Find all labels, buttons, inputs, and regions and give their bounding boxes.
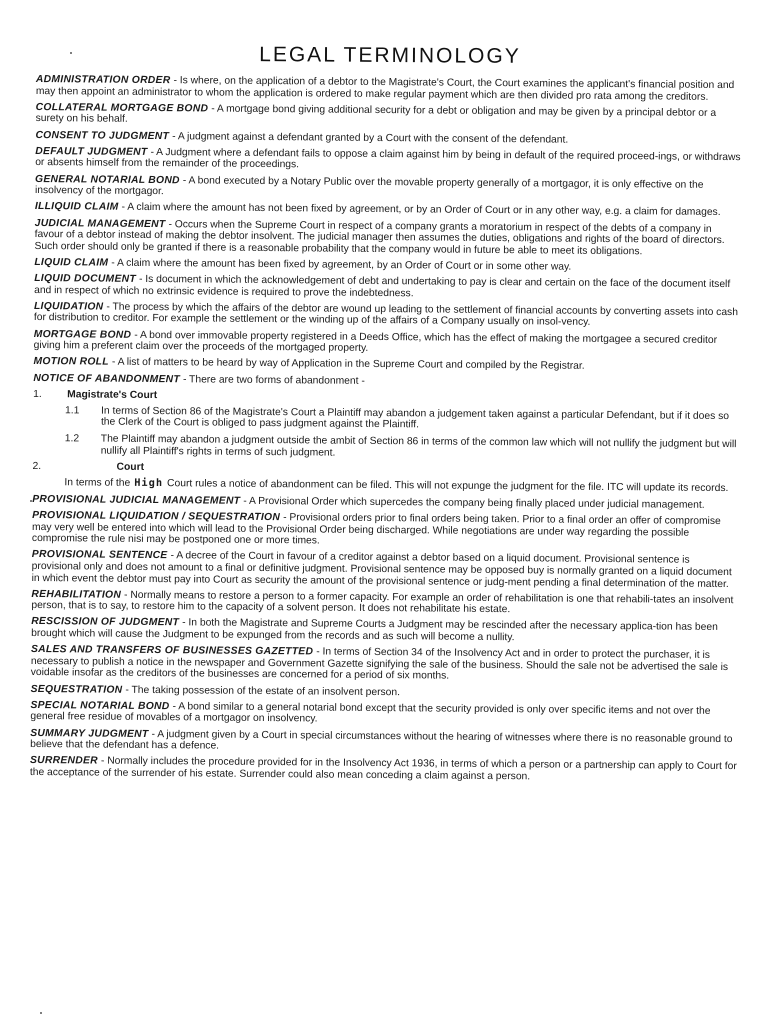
entry-term: REHABILITATION xyxy=(31,588,122,601)
glossary xyxy=(30,74,744,785)
entry-term: PROVISIONAL JUDICIAL MANAGEMENT xyxy=(32,493,241,507)
glossary-entry xyxy=(34,217,742,258)
page-title: LEGAL TERMINOLOGY xyxy=(259,43,521,68)
entry-term: CONSENT TO JUDGMENT xyxy=(35,129,170,142)
glossary-entry xyxy=(31,616,739,645)
glossary-entry xyxy=(31,589,739,618)
glossary-entry xyxy=(32,510,740,551)
scan-speck xyxy=(40,1012,42,1014)
entry-definition: - Is document in which the acknowledgement of debt and undertaking to pay is clear and certain on the face of the document itself and in respect of which no extrinsic evidence is required to prove the indebtedness. xyxy=(34,273,731,299)
glossary-entry xyxy=(36,74,744,103)
entry-term: ADMINISTRATION ORDER xyxy=(35,74,171,87)
item-number: 1.1 xyxy=(65,405,80,417)
entry-definition: - The taking possession of the estate of an insolvent person. xyxy=(125,684,401,698)
entry-term: JUDICIAL MANAGEMENT xyxy=(34,217,166,230)
entry-definition: - Occurs when the Supreme Court in respect of a company grants a moratorium in respect of the debts of a company in favour of a debtor instead of making the debtor insolvent. The judicial manager then assumes the duties, obligations and rights of the board of directors. Such order should only be granted if there is a reasonable probability that the company would in future be able to meet its obligations. xyxy=(34,218,725,257)
entry-definition: - In both the Magistrate and Supreme Courts a Judgment may be rescinded after the necessary applica-tion has been brought which will cause the Judgment to be expunged from the records and as such will become a nullity. xyxy=(31,617,718,644)
entry-definition: - Normally means to restore a person to a former capacity. For example an order of rehabilitation is one that rehabili-tates an insolvent person, that is to say, to restore him to the capacity of a solvent person. It does not rehabilitate his estate. xyxy=(31,589,734,616)
glossary-entry xyxy=(35,201,743,219)
scan-speck xyxy=(70,52,72,54)
entry-term: SALES AND TRANSFERS OF BUSINESSES GAZETTED xyxy=(30,644,314,658)
entry-definition: - A claim where the amount has been fixed by agreement, by an Order of Court or in some other way. xyxy=(111,257,572,273)
entry-term: SUMMARY JUDGMENT xyxy=(30,727,149,740)
entry-term: LIQUIDATION xyxy=(33,300,104,313)
glossary-entry xyxy=(30,700,738,729)
entry-definition: - A judgment given by a Court in special circumstances without the hearing of witnesses where there is no reasonable ground to believe that the defendant has a defence. xyxy=(30,728,733,752)
glossary-entry xyxy=(36,102,744,131)
entry-definition: - Normally includes the procedure provided for in the Insolvency Act 1936, in terms of which a person or a partnership can apply to Court for the acceptance of the surrender of his estate. Surrender could also mean conceding a claim against a person. xyxy=(29,755,737,783)
glossary-entry xyxy=(33,373,741,391)
entry-term: NOTICE OF ABANDONMENT xyxy=(33,372,181,385)
entry-term: SURRENDER xyxy=(29,755,98,767)
entry-definition: - In terms of Section 34 of the Insolvency Act and in order to protect the purchaser, it is necessary to publish a notice in the newspaper and Government Gazette signifying the sale of the business. Should the sale not be advertised the sale is voidable insofar as the creditors of the businesses are concerned for a period of six months. xyxy=(30,646,729,683)
glossary-entry xyxy=(33,356,741,374)
entry-term: PROVISIONAL LIQUIDATION / SEQUESTRATION xyxy=(32,509,281,524)
entry-definition: - A Provisional Order which supercedes the company being finally placed under judicial management. xyxy=(243,495,705,511)
entry-term: RESCISSION OF JUDGMENT xyxy=(31,616,180,629)
section-title: Court xyxy=(116,461,145,474)
entry-definition: - A bond executed by a Notary Public over the movable property generally of a mortgagor, it is only effective on the insolvency of the mortgagor. xyxy=(34,174,704,198)
glossary-entry xyxy=(35,130,743,148)
entry-term: MOTION ROLL xyxy=(33,356,109,369)
entry-term: ILLIQUID CLAIM xyxy=(34,201,119,214)
entry-term: SPECIAL NOTARIAL BOND xyxy=(30,699,170,713)
entry-definition: - A bond over immovable property registered in a Deeds Office, which has the effect of making the mortgagee a secured creditor giving him a preferent claim over the proceeds of the mortgaged property. xyxy=(33,329,718,355)
scan-speck xyxy=(30,500,32,502)
entry-definition: - A judgment against a defendant granted by a Court with the consent of the defendant. xyxy=(172,130,569,146)
section-title: Magistrate's Court xyxy=(67,389,158,401)
section-number: 2. xyxy=(32,461,42,473)
entry-definition: - Provisional orders prior to final orders being taken. Prior to a final order an offer of compromise may very well be entered into which will lead to the Provisional Order being discharged. While negotiations are under way regarding the possible compromise the rule nisi may be postponed one or more times. xyxy=(31,512,721,547)
entry-definition: - The process by which the affairs of the debtor are wound up leading to the settlement of financial accounts by converting assets into cash for distribution to creditor. For example the settlement or the winding up of the affairs of a Company usually on insol-vency. xyxy=(33,301,738,329)
entry-definition: - A bond similar to a general notarial bond except that the security provided is only over specific items and not over the general free residue of movables of a mortgagor on insolvency. xyxy=(30,701,711,725)
entry-definition: - A decree of the Court in favour of a creditor against a debtor based on a liquid document. Provisional sentence is provisional only and does not amount to a final or definitive judgment. Provisional sentence may be opposed buy is normally granted on a liquid document in which event the debtor must pay into Court as security the amount of the provisional sentence or judg-ment pending a final determination of the matter. xyxy=(31,550,732,590)
handwritten-insert: High xyxy=(134,477,164,490)
glossary-entry xyxy=(35,146,743,175)
abandonment-section-magistrate xyxy=(33,389,741,407)
abandonment-item xyxy=(65,433,741,462)
glossary-entry xyxy=(30,755,738,784)
court-text-pre: In terms of the xyxy=(64,477,131,489)
entry-term: MORTGAGE BOND xyxy=(33,328,132,341)
glossary-entry xyxy=(31,684,739,702)
abandonment-item xyxy=(65,405,741,434)
entry-definition: - Is where, on the application of a debtor to the Magistrate's Court, the Court examines the applicant's financial position and may then appoint an administrator to whom the application is ordered to make regular payment which are then divided pro rata among the creditors. xyxy=(35,75,735,103)
glossary-entry xyxy=(35,174,743,203)
entry-term: GENERAL NOTARIAL BOND xyxy=(35,173,180,186)
glossary-entry xyxy=(30,728,738,757)
entry-term: PROVISIONAL SENTENCE xyxy=(31,549,168,562)
item-text: The Plaintiff may abandon a judgment outside the ambit of Section 86 in terms of the common law which will not nullify the judgment but will nullify all Plaintiff's rights in terms of such judgment. xyxy=(100,433,737,459)
glossary-entry xyxy=(34,301,742,330)
entry-term: DEFAULT JUDGMENT xyxy=(35,145,148,158)
item-number: 1.2 xyxy=(64,433,80,445)
entry-definition: - A Judgment where a defendant fails to oppose a claim against him by being in default of the required proceed-ings, or withdraws or absents himself from the remainder of the proceedings. xyxy=(35,146,741,171)
abandonment-court-text xyxy=(64,477,740,494)
glossary-entry xyxy=(32,549,740,590)
glossary-entry xyxy=(32,494,740,512)
glossary-entry xyxy=(34,273,742,302)
glossary-entry xyxy=(34,257,742,275)
entry-definition: - A claim where the amount has not been fixed by agreement, or by an Order of Court or in any other way, e.g. a claim for damages. xyxy=(121,202,721,219)
section-number: 1. xyxy=(33,388,42,400)
entry-term: SEQUESTRATION xyxy=(30,683,123,696)
entry-term: LIQUID CLAIM xyxy=(34,256,109,269)
glossary-entry xyxy=(31,644,739,685)
court-text-post: Court rules a notice of abandonment can be filed. This will not expunge the judgment for the file. ITC will update its records. xyxy=(167,478,729,495)
entry-definition: - A list of matters to be heard by way of Application in the Supreme Court and compiled by the Registrar. xyxy=(111,357,585,373)
item-text: In terms of Section 86 of the Magistrate's Court a Plaintiff may abandon a judgement taken against a particular Defendant, but if it does so the Clerk of the Court is obliged to pass judgment against the Plaintiff. xyxy=(100,405,730,431)
entry-definition: - A mortgage bond giving additional security for a debt or obligation and may be given by a principal debtor or a surety on his behalf. xyxy=(35,103,717,126)
glossary-entry xyxy=(34,329,742,358)
entry-definition: - There are two forms of abandonment - xyxy=(182,373,365,387)
entry-term: LIQUID DOCUMENT xyxy=(34,273,137,285)
entry-term: COLLATERAL MORTGAGE BOND xyxy=(35,101,209,115)
